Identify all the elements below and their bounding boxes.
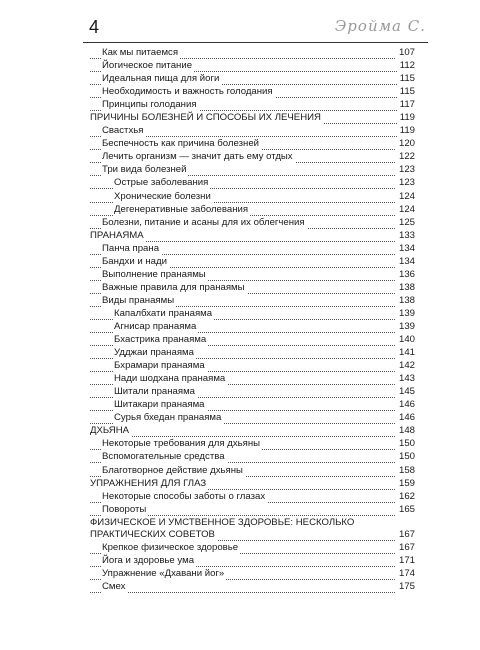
- toc-entry: [90, 425, 415, 438]
- toc-entry: [90, 86, 415, 99]
- toc-entry-page: 139: [396, 308, 415, 320]
- toc-entry-page: 162: [396, 491, 415, 503]
- toc-entry-title: Беспечность как причина болезней: [102, 138, 260, 150]
- toc-entry: [90, 151, 415, 164]
- toc-entry-title: Выполнение пранаямы: [102, 268, 206, 280]
- toc-entry-title: Виды пранаямы: [102, 294, 175, 306]
- toc-entry: [90, 217, 415, 230]
- toc-entry: [90, 295, 415, 308]
- toc-entry: [90, 542, 415, 555]
- toc-entry: [90, 581, 415, 594]
- toc-entry-title: УПРАЖНЕНИЯ ДЛЯ ГЛАЗ: [90, 477, 207, 489]
- toc-entry-title: Идеальная пища для йоги: [102, 73, 220, 85]
- toc-entry: [90, 517, 415, 530]
- toc-entry: [90, 177, 415, 190]
- toc-entry-page: 167: [396, 542, 415, 554]
- toc-entry-page: 138: [396, 282, 415, 294]
- page-header: [83, 0, 428, 44]
- toc-entry: [90, 373, 415, 386]
- toc-entry-page: 174: [396, 568, 415, 580]
- toc-entry-page: 115: [397, 73, 415, 85]
- toc-entry-title: Благотворное действие дхьяны: [102, 464, 243, 476]
- toc-entry-title: Панча прана: [102, 242, 160, 254]
- toc-entry-title: Повороты: [102, 503, 147, 515]
- toc-entry: [90, 243, 415, 256]
- toc-entry: [90, 412, 415, 425]
- toc-entry-title: Необходимость и важность голодания: [102, 86, 273, 98]
- toc-entry-title: Три вида болезней: [102, 164, 187, 176]
- toc-entry-page: 134: [396, 243, 415, 255]
- toc-entry: [90, 99, 415, 112]
- toc-entry-page: 146: [396, 412, 415, 424]
- toc-entry-title: Хронические болезни: [114, 190, 211, 202]
- toc-entry: [90, 334, 415, 347]
- toc-entry: [90, 47, 415, 60]
- toc-entry-title: ФИЗИЧЕСКОЕ И УМСТВЕННОЕ ЗДОРОВЬЕ: НЕСКОЛЬКО: [90, 516, 355, 528]
- toc-entry: [90, 256, 415, 269]
- toc-entry: [90, 308, 415, 321]
- header-rule: [83, 42, 428, 43]
- toc-entry-title: Удджаи пранаяма: [114, 347, 194, 359]
- toc-entry-page: 143: [396, 373, 415, 385]
- toc-entry-title: Свастхья: [102, 125, 144, 137]
- toc-entry-title: Бхастрика пранаяма: [114, 334, 207, 346]
- toc-entry-title: Капалбхати пранаяма: [114, 307, 213, 319]
- toc-entry-title: Агнисар пранаяма: [114, 320, 197, 332]
- toc-entry-page: 133: [396, 230, 415, 242]
- toc-entry-page: 124: [396, 204, 415, 216]
- toc-entry: [90, 191, 415, 204]
- toc-entry-page: 123: [396, 177, 415, 189]
- toc-entry-title: Йога и здоровье ума: [102, 555, 195, 567]
- toc-entry-page: 159: [396, 478, 415, 490]
- toc-entry-page: 145: [396, 386, 415, 398]
- toc-entry-page: 139: [396, 321, 415, 333]
- toc-entry: [90, 321, 415, 334]
- toc-entry-title: ПРИЧИНЫ БОЛЕЗНЕЙ И СПОСОБЫ ИХ ЛЕЧЕНИЯ: [90, 112, 321, 124]
- toc-entry-page: 107: [396, 47, 415, 59]
- toc-entry-title: Вспомогательные средства: [102, 451, 225, 463]
- toc-entry-title: Принципы голодания: [102, 99, 197, 111]
- toc-entry: [90, 73, 415, 86]
- toc-entry-title: Смех: [102, 581, 126, 593]
- toc-entry: [90, 347, 415, 360]
- toc-entry: [90, 491, 415, 504]
- table-of-contents: [90, 47, 415, 594]
- toc-entry-page: 112: [397, 60, 415, 72]
- toc-entry: [90, 465, 415, 478]
- toc-entry: [90, 555, 415, 568]
- toc-entry-title: ПРАНАЯМА: [90, 229, 144, 241]
- toc-entry-page: 117: [397, 99, 415, 111]
- toc-entry-title: Шитали пранаяма: [114, 386, 196, 398]
- toc-entry: [90, 282, 415, 295]
- toc-entry: [90, 568, 415, 581]
- toc-entry: [90, 112, 415, 125]
- toc-entry-title: Нади шодхана пранаяма: [114, 373, 226, 385]
- toc-entry: [90, 204, 415, 217]
- toc-entry-title: Бандхи и нади: [102, 255, 167, 267]
- toc-entry-page: 158: [396, 465, 415, 477]
- toc-entry: [90, 360, 415, 373]
- toc-entry-title: Упражнение «Дхавани йог»: [102, 568, 225, 580]
- toc-entry: [90, 451, 415, 464]
- toc-entry-title: Бхрамари пранаяма: [114, 360, 205, 372]
- toc-entry-title: Йогическое питание: [102, 60, 193, 72]
- toc-entry-page: 120: [396, 138, 415, 150]
- toc-entry-title: Острые заболевания: [114, 177, 209, 189]
- toc-entry-page: 146: [396, 399, 415, 411]
- toc-entry-page: 150: [396, 438, 415, 450]
- toc-entry-title: ДХЬЯНА: [90, 425, 130, 437]
- toc-entry: [90, 399, 415, 412]
- toc-entry-page: 136: [396, 269, 415, 281]
- toc-entry-page: 165: [396, 504, 415, 516]
- toc-entry: [90, 230, 415, 243]
- toc-entry-title: Крепкое физическое здоровье: [102, 542, 239, 554]
- toc-entry-page: 124: [396, 191, 415, 203]
- toc-entry-title: ПРАКТИЧЕСКИХ СОВЕТОВ: [90, 529, 215, 541]
- toc-entry: [90, 138, 415, 151]
- toc-entry-page: 122: [396, 151, 415, 163]
- toc-entry: [90, 529, 415, 542]
- toc-entry-page: 125: [396, 217, 415, 229]
- toc-entry-page: 134: [396, 256, 415, 268]
- toc-entry-title: Некоторые способы заботы о глазах: [102, 490, 266, 502]
- toc-entry-page: 175: [396, 581, 415, 593]
- toc-entry-page: 138: [396, 295, 415, 307]
- toc-entry-page: 123: [396, 164, 415, 176]
- page-number: 4: [89, 17, 100, 37]
- toc-entry-page: 140: [396, 334, 415, 346]
- toc-entry: [90, 386, 415, 399]
- toc-entry: [90, 478, 415, 491]
- toc-entry-title: Лечить организм — значит дать ему отдых: [102, 151, 293, 163]
- toc-entry: [90, 164, 415, 177]
- toc-entry-page: 148: [396, 425, 415, 437]
- toc-entry-page: 119: [397, 112, 415, 124]
- toc-entry-page: 142: [396, 360, 415, 372]
- toc-entry: [90, 504, 415, 517]
- toc-entry-title: Некоторые требования для дхьяны: [102, 438, 261, 450]
- toc-entry: [90, 269, 415, 282]
- toc-entry: [90, 438, 415, 451]
- toc-entry-title: Важные правила для пранаямы: [102, 281, 245, 293]
- toc-entry-page: 119: [397, 125, 415, 137]
- toc-entry-page: 167: [396, 529, 415, 541]
- toc-entry-page: 141: [396, 347, 415, 359]
- toc-entry: [90, 60, 415, 73]
- toc-entry-title: Сурья бхедан пранаяма: [114, 412, 222, 424]
- toc-entry-page: 171: [396, 555, 415, 567]
- toc-entry-title: Как мы питаемся: [102, 47, 179, 58]
- toc-entry-title: Болезни, питание и асаны для их облегчения: [102, 216, 305, 228]
- toc-entry-title: Шитакари пранаяма: [114, 399, 205, 411]
- author-signature: Эройма С.: [334, 17, 426, 35]
- toc-entry-page: 150: [396, 451, 415, 463]
- toc-entry-page: 115: [397, 86, 415, 98]
- toc-entry: [90, 125, 415, 138]
- toc-entry-title: Дегенеративные заболевания: [114, 203, 249, 215]
